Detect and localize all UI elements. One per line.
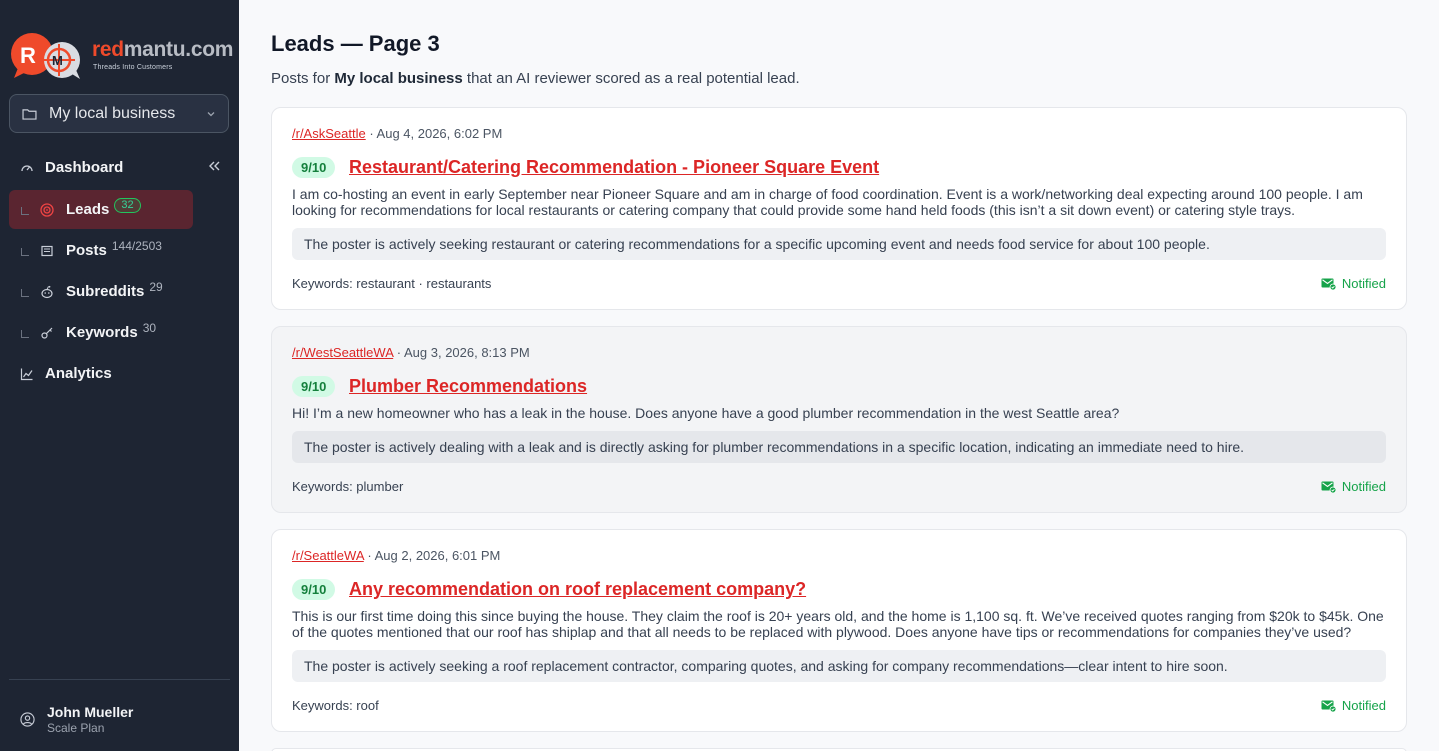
business-select-value: My local business	[49, 104, 176, 122]
lead-date: · Aug 3, 2026, 8:13 PM	[393, 345, 530, 360]
key-icon	[40, 326, 54, 340]
lead-meta	[292, 345, 530, 360]
lead-keywords: Keywords: roof	[292, 698, 379, 713]
sidebar-item-label: Dashboard	[45, 159, 124, 176]
score-badge: 9/10	[292, 157, 335, 178]
ai-reason: The poster is actively seeking restaurant or catering recommendations for a specific upcoming event and needs food service for about 100 people.	[292, 228, 1386, 260]
lead-date: · Aug 2, 2026, 6:01 PM	[363, 548, 501, 563]
sidebar	[0, 0, 239, 751]
brand-tagline: Threads Into Customers	[93, 64, 173, 71]
sidebar-item-subreddits[interactable]	[40, 279, 163, 300]
keywords-count: 30	[142, 320, 157, 335]
subreddits-count: 29	[149, 279, 163, 294]
lead-title-link[interactable]: Restaurant/Catering Recommendation - Pioneer Square Event	[349, 157, 880, 177]
brand-name-gray: mantu.com	[123, 38, 234, 61]
sidebar-item-leads[interactable]	[40, 201, 141, 218]
subtitle-business: My local business	[334, 70, 463, 87]
sidebar-item-label: Posts	[66, 242, 107, 259]
lead-body: I am co-hosting an event in early September near Pioneer Square and am in charge of food coordination. Event is a work/networking deal expecting around 100 people. I am looking for recommendations for local restaurants or catering company that could provide some hand held foods (this isn’t a sit down event) or catering style trays.	[292, 186, 1363, 218]
subreddit-link[interactable]: /r/SeattleWA	[292, 548, 364, 563]
leads-count-badge: 32	[114, 198, 140, 213]
lead-title-link[interactable]: Any recommendation on roof replacement company?	[349, 579, 807, 599]
sidebar-item-keywords[interactable]	[40, 320, 157, 341]
chevron-down-icon	[206, 109, 216, 119]
lead-date: · Aug 4, 2026, 6:02 PM	[365, 126, 503, 141]
tree-branch	[21, 207, 29, 215]
lead-title-link[interactable]: Plumber Recommendations	[349, 376, 588, 396]
brand-name-red: red	[92, 38, 124, 61]
notified-status	[1321, 276, 1386, 291]
tree-branch	[21, 248, 29, 256]
notified-status	[1321, 698, 1386, 713]
folder-icon	[22, 108, 37, 120]
lead-keywords: Keywords: plumber	[292, 479, 404, 494]
sidebar-item-label: Subreddits	[66, 283, 145, 300]
subreddit-link[interactable]: /r/AskSeattle	[292, 126, 366, 141]
brand-wordmark	[92, 38, 233, 62]
sidebar-item-label: Leads	[66, 201, 110, 218]
lead-meta	[292, 548, 500, 563]
user-name: John Mueller	[47, 704, 134, 720]
user-info	[47, 704, 133, 735]
notified-label: Notified	[1341, 479, 1386, 494]
user-circle-icon	[20, 712, 35, 727]
reddit-alien-icon	[40, 285, 54, 299]
lead-card[interactable]	[271, 107, 1407, 310]
lead-meta	[292, 126, 502, 141]
ai-reason: The poster is actively dealing with a leak and is directly asking for plumber recommendations in a specific location, indicating an immediate need to hire.	[292, 431, 1386, 463]
lead-card[interactable]	[271, 529, 1407, 732]
notified-status	[1321, 479, 1386, 494]
mail-check-icon	[1321, 481, 1336, 493]
sidebar-item-label: Analytics	[45, 365, 112, 382]
lead-body: This is our first time doing this since buying the house. They claim the roof is 20+ years old, and the home is 1,100 sq. ft. We’ve received quotes ranging from $20k to $45k. One of the quotes mentioned that our roof has shiplap and that all needs to be replaced with plywood. Does anyone have tips or recommendations for companies they’ve used?	[292, 608, 1384, 640]
newspaper-icon	[40, 244, 54, 258]
tree-branch	[21, 289, 29, 297]
chart-line-icon	[20, 367, 34, 381]
user-plan: Scale Plan	[47, 721, 105, 735]
mail-check-icon	[1321, 700, 1336, 712]
notified-label: Notified	[1341, 276, 1386, 291]
page-title: Leads — Page 3	[271, 31, 440, 56]
score-badge: 9/10	[292, 376, 335, 397]
brand-logo[interactable]	[10, 32, 235, 80]
ai-reason: The poster is actively seeking a roof replacement contractor, comparing quotes, and asking for company recommendations—clear intent to hire soon.	[292, 650, 1386, 682]
subtitle-prefix: Posts for	[271, 70, 335, 87]
sidebar-item-posts[interactable]	[40, 238, 162, 259]
collapse-sidebar-icon[interactable]	[207, 159, 221, 173]
notified-label: Notified	[1341, 698, 1386, 713]
lead-body: Hi! I’m a new homeowner who has a leak in the house. Does anyone have a good plumber recommendation in the west Seattle area?	[292, 405, 1120, 421]
svg-text:M: M	[52, 53, 63, 68]
target-icon	[40, 203, 54, 217]
lead-card[interactable]	[271, 326, 1407, 513]
sidebar-item-analytics[interactable]	[20, 365, 112, 382]
sidebar-item-dashboard[interactable]	[20, 159, 123, 176]
posts-count: 144/2503	[111, 238, 162, 253]
score-badge: 9/10	[292, 579, 335, 600]
sidebar-item-label: Keywords	[66, 324, 138, 341]
redmantu-logo-icon	[10, 32, 82, 80]
subreddit-link[interactable]: /r/WestSeattleWA	[292, 345, 394, 360]
page-subtitle	[271, 70, 800, 87]
svg-text:R: R	[20, 43, 36, 68]
divider	[9, 679, 230, 680]
gauge-icon	[20, 161, 34, 175]
tree-branch	[21, 330, 29, 338]
business-select[interactable]	[9, 94, 229, 133]
mail-check-icon	[1321, 278, 1336, 290]
lead-keywords: Keywords: restaurant · restaurants	[292, 276, 492, 291]
subtitle-suffix: that an AI reviewer scored as a real potential lead.	[462, 70, 800, 87]
user-menu[interactable]	[20, 704, 133, 735]
